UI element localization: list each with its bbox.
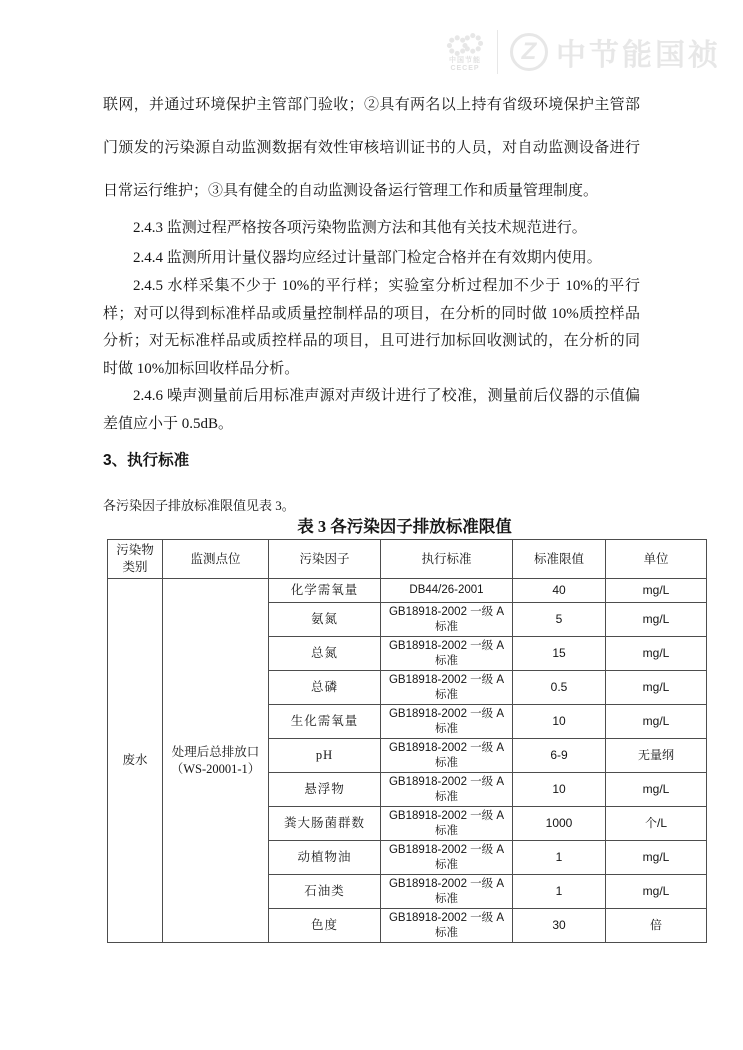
cell-standard: GB18918-2002 一级 A 标准 bbox=[381, 705, 513, 739]
cecep-logo bbox=[445, 32, 485, 73]
col-header-monitoring-site: 监测点位 bbox=[163, 540, 269, 579]
cell-limit: 15 bbox=[513, 637, 606, 671]
guozhen-logo bbox=[510, 30, 721, 74]
table-block bbox=[103, 497, 706, 943]
col-header-standard: 执行标准 bbox=[381, 540, 513, 579]
cell-factor: 生化需氧量 bbox=[269, 705, 381, 739]
cell-unit: mg/L bbox=[606, 579, 707, 603]
cell-standard: GB18918-2002 一级 A 标准 bbox=[381, 671, 513, 705]
cell-unit: mg/L bbox=[606, 841, 707, 875]
cell-unit: mg/L bbox=[606, 773, 707, 807]
cell-unit: mg/L bbox=[606, 603, 707, 637]
cell-factor: 氨氮 bbox=[269, 603, 381, 637]
cell-standard: GB18918-2002 一级 A 标准 bbox=[381, 637, 513, 671]
guozhen-mark-icon: Z bbox=[510, 33, 548, 71]
cell-factor: 总氮 bbox=[269, 637, 381, 671]
cell-site-line2: （WS-20001-1） bbox=[170, 761, 261, 776]
paragraph-2-4-3: 2.4.3 监测过程严格按各项污染物监测方法和其他有关技术规范进行。 bbox=[133, 220, 587, 236]
cell-factor: 粪大肠菌群数 bbox=[269, 807, 381, 841]
table-intro: 各污染因子排放标准限值见表 3。 bbox=[103, 498, 295, 513]
cell-factor: 化学需氧量 bbox=[269, 579, 381, 603]
col-header-pollutant-factor: 污染因子 bbox=[269, 540, 381, 579]
cell-standard: GB18918-2002 一级 A 标准 bbox=[381, 909, 513, 943]
cell-limit: 1 bbox=[513, 875, 606, 909]
logo-divider bbox=[497, 30, 498, 74]
standards-table-body bbox=[108, 579, 707, 943]
cell-standard: GB18918-2002 一级 A 标准 bbox=[381, 807, 513, 841]
col-header-pollutant-class: 污染物类别 bbox=[108, 540, 163, 579]
cell-standard: GB18918-2002 一级 A 标准 bbox=[381, 739, 513, 773]
cell-category: 废水 bbox=[108, 579, 163, 943]
paragraph-continuation: 联网，并通过环境保护主管部门验收；②具有两名以上持有省级环境保护主管部门颁发的污染源自动监测数据有效性审核培训证书的人员，对自动监测设备进行日常运行维护；③具有健全的自动监测设备运行管理工作和质量管理制度。 bbox=[103, 97, 640, 199]
cell-site-line1: 处理后总排放口 bbox=[171, 744, 260, 759]
cecep-dots-icon bbox=[445, 32, 485, 57]
cell-limit: 0.5 bbox=[513, 671, 606, 705]
cell-limit: 10 bbox=[513, 773, 606, 807]
cell-standard: GB18918-2002 一级 A 标准 bbox=[381, 841, 513, 875]
paragraph-2-4-6: 2.4.6 噪声测量前后用标准声源对声级计进行了校准，测量前后仪器的示值偏差值应小于 0.5dB。 bbox=[103, 388, 640, 432]
col-header-unit: 单位 bbox=[606, 540, 707, 579]
standards-table bbox=[107, 539, 707, 943]
cell-factor: 悬浮物 bbox=[269, 773, 381, 807]
cell-limit: 1000 bbox=[513, 807, 606, 841]
cell-limit: 30 bbox=[513, 909, 606, 943]
paragraph-2-4-5: 2.4.5 水样采集不少于 10%的平行样；实验室分析过程加不少于 10%的平行样；对可以得到标准样品或质量控制样品的项目，在分析的同时做 10%质控样品分析；对无标准样品或质控样品的项目，且可进行加标回收测试的，在分析的同时做 10%加标回收样品分析。 bbox=[103, 278, 640, 377]
guozhen-logo-text: 中节能国祯 bbox=[556, 39, 721, 72]
col-header-limit: 标准限值 bbox=[513, 540, 606, 579]
cell-factor: 色度 bbox=[269, 909, 381, 943]
cell-factor: 石油类 bbox=[269, 875, 381, 909]
cell-limit: 10 bbox=[513, 705, 606, 739]
header-logos bbox=[445, 30, 721, 74]
cell-standard: GB18918-2002 一级 A 标准 bbox=[381, 773, 513, 807]
cell-limit: 5 bbox=[513, 603, 606, 637]
cell-standard: GB18918-2002 一级 A 标准 bbox=[381, 603, 513, 637]
cell-site bbox=[163, 579, 269, 943]
cell-limit: 40 bbox=[513, 579, 606, 603]
document-body bbox=[103, 84, 640, 473]
cell-factor: 总磷 bbox=[269, 671, 381, 705]
cecep-logo-text-cn: 中国节能 bbox=[449, 56, 481, 64]
cell-unit: 无量纲 bbox=[606, 739, 707, 773]
cell-limit: 1 bbox=[513, 841, 606, 875]
cell-standard: GB18918-2002 一级 A 标准 bbox=[381, 875, 513, 909]
cell-limit: 6-9 bbox=[513, 739, 606, 773]
table-header-row bbox=[108, 540, 707, 579]
cell-standard: DB44/26-2001 bbox=[381, 579, 513, 603]
table-row bbox=[108, 579, 707, 603]
cell-unit: mg/L bbox=[606, 875, 707, 909]
section-heading: 3、执行标准 bbox=[103, 452, 190, 469]
cell-unit: mg/L bbox=[606, 671, 707, 705]
cell-factor: 动植物油 bbox=[269, 841, 381, 875]
paragraph-2-4-4: 2.4.4 监测所用计量仪器均应经过计量部门检定合格并在有效期内使用。 bbox=[133, 250, 602, 266]
cell-unit: mg/L bbox=[606, 637, 707, 671]
cell-unit: 个/L bbox=[606, 807, 707, 841]
cell-unit: mg/L bbox=[606, 705, 707, 739]
cell-unit: 倍 bbox=[606, 909, 707, 943]
cell-factor: pH bbox=[269, 739, 381, 773]
table-caption: 表 3 各污染因子排放标准限值 bbox=[297, 517, 512, 536]
cecep-logo-text-en: CECEP bbox=[450, 64, 480, 72]
